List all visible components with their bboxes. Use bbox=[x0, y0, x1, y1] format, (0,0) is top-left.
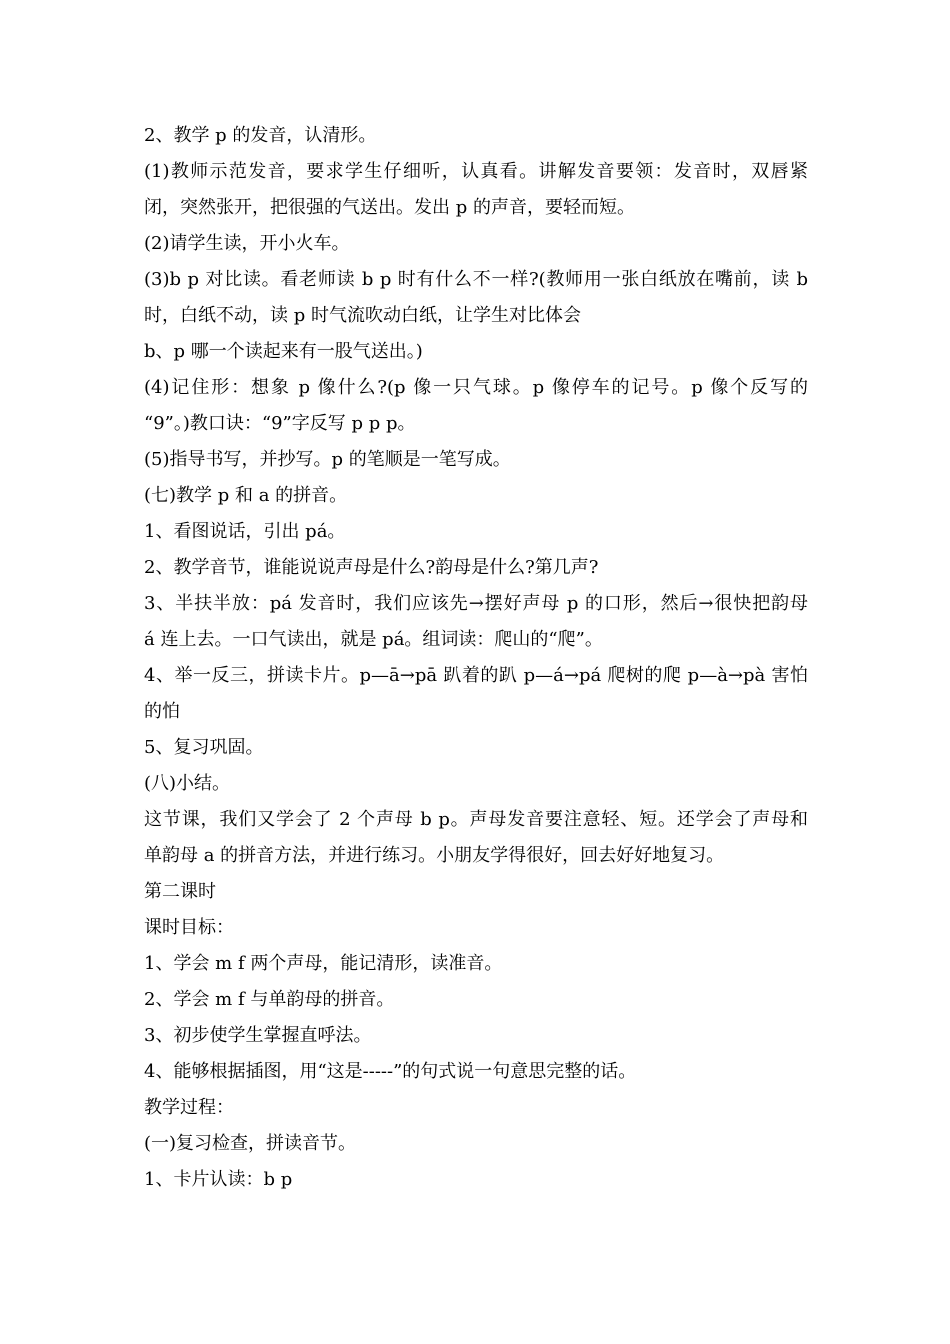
text-line: 2、学会 m f 与单韵母的拼音。 bbox=[144, 989, 395, 1010]
text-line: (1)教师示范发音，要求学生仔细听，认真看。讲解发音要领：发音时，双唇紧 bbox=[144, 161, 808, 182]
text-line: 2、教学 p 的发音，认清形。 bbox=[144, 125, 377, 146]
text-line: (八)小结。 bbox=[144, 773, 231, 794]
text-line: (一)复习检查，拼读音节。 bbox=[144, 1133, 357, 1154]
text-line: 时，白纸不动，读 p 时气流吹动白纸，让学生对比体会 bbox=[144, 305, 581, 326]
document-body bbox=[144, 118, 808, 1198]
text-line: “9”。)教口诀：“9”字反写 p p p。 bbox=[144, 413, 416, 434]
text-line: 4、举一反三，拼读卡片。p—ā→pā 趴着的趴 p—á→pá 爬树的爬 p—à→pà 害怕 bbox=[144, 665, 808, 686]
text-line: 4、能够根据插图，用“这是-----”的句式说一句意思完整的话。 bbox=[144, 1061, 637, 1082]
text-line: b、p 哪一个读起来有一股气送出。) bbox=[144, 341, 423, 362]
text-line: (5)指导书写，并抄写。p 的笔顺是一笔写成。 bbox=[144, 449, 511, 470]
text-line: 单韵母 a 的拼音方法，并进行练习。小朋友学得很好，回去好好地复习。 bbox=[144, 845, 725, 866]
text-line: 这节课，我们又学会了 2 个声母 b p。声母发音要注意轻、短。还学会了声母和 bbox=[144, 809, 808, 830]
text-line: 的怕 bbox=[144, 701, 180, 722]
text-line: 3、初步使学生掌握直呼法。 bbox=[144, 1025, 372, 1046]
text-line: á 连上去。一口气读出，就是 pá。组词读：爬山的“爬”。 bbox=[144, 629, 603, 650]
text-line: 教学过程： bbox=[144, 1097, 234, 1118]
text-line: 闭，突然张开，把很强的气送出。发出 p 的声音，要轻而短。 bbox=[144, 197, 635, 218]
text-line: 1、学会 m f 两个声母，能记清形，读准音。 bbox=[144, 953, 503, 974]
text-line: (2)请学生读，开小火车。 bbox=[144, 233, 350, 254]
text-line: (3)b p 对比读。看老师读 b p 时有什么不一样?(教师用一张白纸放在嘴前，读 b bbox=[144, 269, 808, 290]
text-line: 5、复习巩固。 bbox=[144, 737, 264, 758]
text-line: 课时目标： bbox=[144, 917, 234, 938]
text-line: 第二课时 bbox=[144, 881, 216, 902]
text-line: 3、半扶半放：pá 发音时，我们应该先→摆好声母 p 的口形，然后→很快把韵母 bbox=[144, 593, 808, 614]
text-line: (4)记住形：想象 p 像什么?(p 像一只气球。p 像停车的记号。p 像个反写的 bbox=[144, 377, 808, 398]
text-line: 2、教学音节，谁能说说声母是什么?韵母是什么?第几声? bbox=[144, 557, 599, 578]
text-line: 1、卡片认读：b p bbox=[144, 1169, 293, 1190]
text-line: (七)教学 p 和 a 的拼音。 bbox=[144, 485, 348, 506]
text-line: 1、看图说话，引出 pá。 bbox=[144, 521, 346, 542]
